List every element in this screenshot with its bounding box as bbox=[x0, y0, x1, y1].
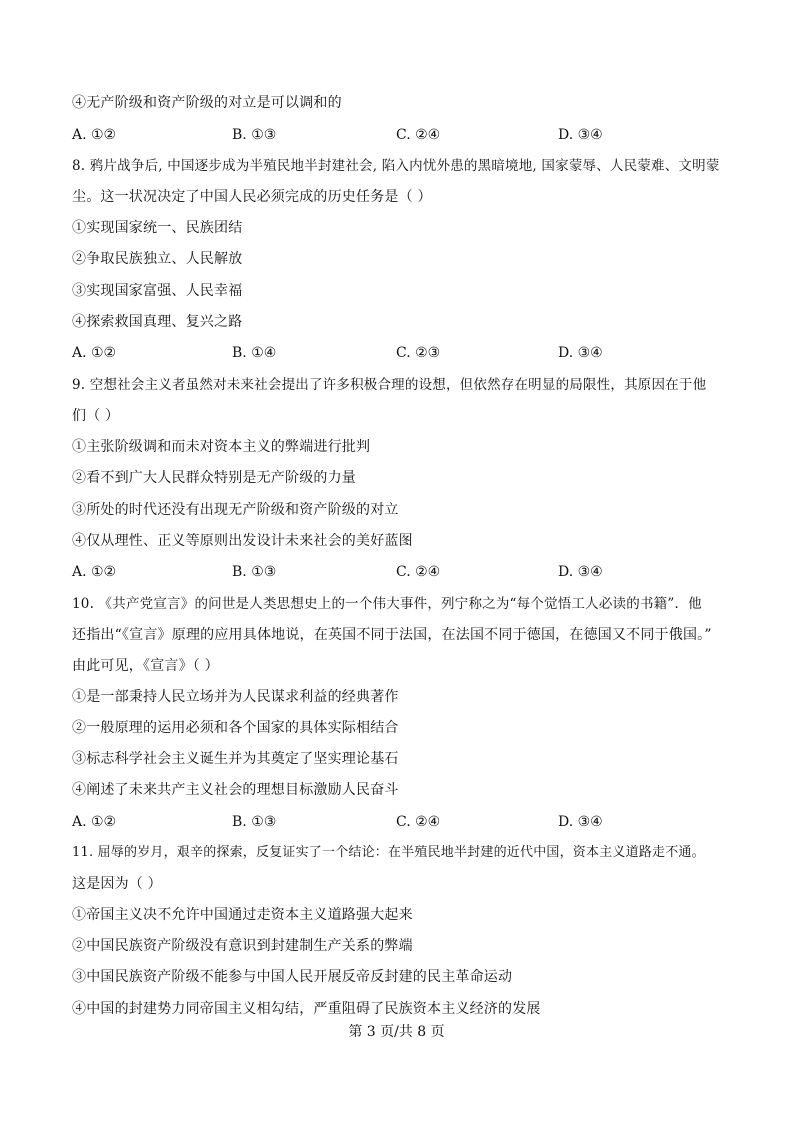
q8-answer-c: C. ②③ bbox=[396, 345, 441, 361]
q11-option-2: ②中国民族资产阶级没有意识到封建制生产关系的弊端 bbox=[72, 938, 413, 954]
q11-stem-line-2: 这是因为（ ） bbox=[72, 876, 162, 892]
q9-answers bbox=[72, 563, 722, 581]
q7-answer-b: B. ①③ bbox=[232, 127, 277, 143]
q8-answer-d: D. ③④ bbox=[558, 345, 603, 361]
q7-answer-a: A. ①② bbox=[72, 127, 117, 143]
q8-answers bbox=[72, 344, 722, 362]
q8-option-3: ③实现国家富强、人民幸福 bbox=[72, 283, 243, 299]
q10-option-1: ①是一部秉持人民立场并为人民谋求利益的经典著作 bbox=[72, 689, 399, 705]
q11-option-1: ①帝国主义决不允许中国通过走资本主义道路强大起来 bbox=[72, 907, 413, 923]
q10-option-3: ③标志科学社会主义诞生并为其奠定了坚实理论基石 bbox=[72, 751, 399, 767]
q9-option-2: ②看不到广大人民群众特别是无产阶级的力量 bbox=[72, 470, 356, 486]
q11-stem-line-1: 11. 屈辱的岁月，艰辛的探索，反复证实了一个结论：在半殖民地半封建的近代中国，资本主义道路走不通。 bbox=[72, 845, 705, 860]
q9-answer-d: D. ③④ bbox=[558, 564, 603, 580]
q9-option-4: ④仅从理性、正义等原则出发设计未来社会的美好蓝图 bbox=[72, 533, 413, 549]
q8-option-1: ①实现国家统一、民族团结 bbox=[72, 220, 243, 236]
q10-option-4: ④阐述了未来共产主义社会的理想目标激励人民奋斗 bbox=[72, 782, 399, 798]
q9-answer-a: A. ①② bbox=[72, 564, 117, 580]
q7-answer-c: C. ②④ bbox=[396, 127, 441, 143]
q8-stem-line-2: 尘。这一状况决定了中国人民必须完成的历史任务是（ ） bbox=[72, 189, 432, 205]
q10-stem-line-3: 由此可见，《宣言》（ ） bbox=[72, 658, 219, 674]
q8-stem-line-1: 8. 鸦片战争后, 中国逐步成为半殖民地半封建社会, 陷入内忧外患的黑暗境地, 国家蒙辱、人民蒙难、文明蒙 bbox=[72, 158, 720, 174]
q10-stem-line-1: 10. 《共产党宣言》的问世是人类思想史上的一个伟大事件，列宁称之为“每个觉悟工人必读的书籍”．他 bbox=[72, 596, 702, 612]
q11-option-3: ③中国民族资产阶级不能参与中国人民开展反帝反封建的民主革命运动 bbox=[72, 969, 513, 985]
q7-answer-d: D. ③④ bbox=[558, 127, 603, 143]
q9-answer-b: B. ①③ bbox=[232, 564, 277, 580]
q8-answer-a: A. ①② bbox=[72, 345, 117, 361]
q10-answer-b: B. ①③ bbox=[232, 814, 277, 830]
q10-answer-a: A. ①② bbox=[72, 814, 117, 830]
q9-option-3: ③所处的时代还没有出现无产阶级和资产阶级的对立 bbox=[72, 502, 399, 518]
page-footer: 第 3 页/共 8 页 bbox=[348, 1024, 445, 1040]
q8-answer-b: B. ①④ bbox=[232, 345, 277, 361]
q10-option-2: ②一般原理的运用必须和各个国家的具体实际相结合 bbox=[72, 720, 399, 736]
q8-option-4: ④探索救国真理、复兴之路 bbox=[72, 314, 243, 330]
q8-option-2: ②争取民族独立、人民解放 bbox=[72, 251, 243, 267]
q9-stem-line-2: 们（ ） bbox=[72, 408, 120, 424]
q7-option-4: ④无产阶级和资产阶级的对立是可以调和的 bbox=[72, 95, 342, 111]
q7-answers bbox=[72, 126, 722, 144]
q10-answer-c: C. ②④ bbox=[396, 814, 441, 830]
q10-answers bbox=[72, 813, 722, 831]
q10-stem-line-2: 还指出“《宣言》原理的应用具体地说，在英国不同于法国，在法国不同于德国，在德国又不同于俄国。” bbox=[72, 627, 712, 643]
q10-answer-d: D. ③④ bbox=[558, 814, 603, 830]
q9-stem-line-1: 9. 空想社会主义者虽然对未来社会提出了许多积极合理的设想，但依然存在明显的局限性，其原因在于他 bbox=[72, 377, 707, 393]
q11-option-4: ④中国的封建势力同帝国主义相勾结，严重阻碍了民族资本主义经济的发展 bbox=[72, 1001, 541, 1017]
q9-answer-c: C. ②④ bbox=[396, 564, 441, 580]
q9-option-1: ①主张阶级调和而未对资本主义的弊端进行批判 bbox=[72, 439, 371, 455]
